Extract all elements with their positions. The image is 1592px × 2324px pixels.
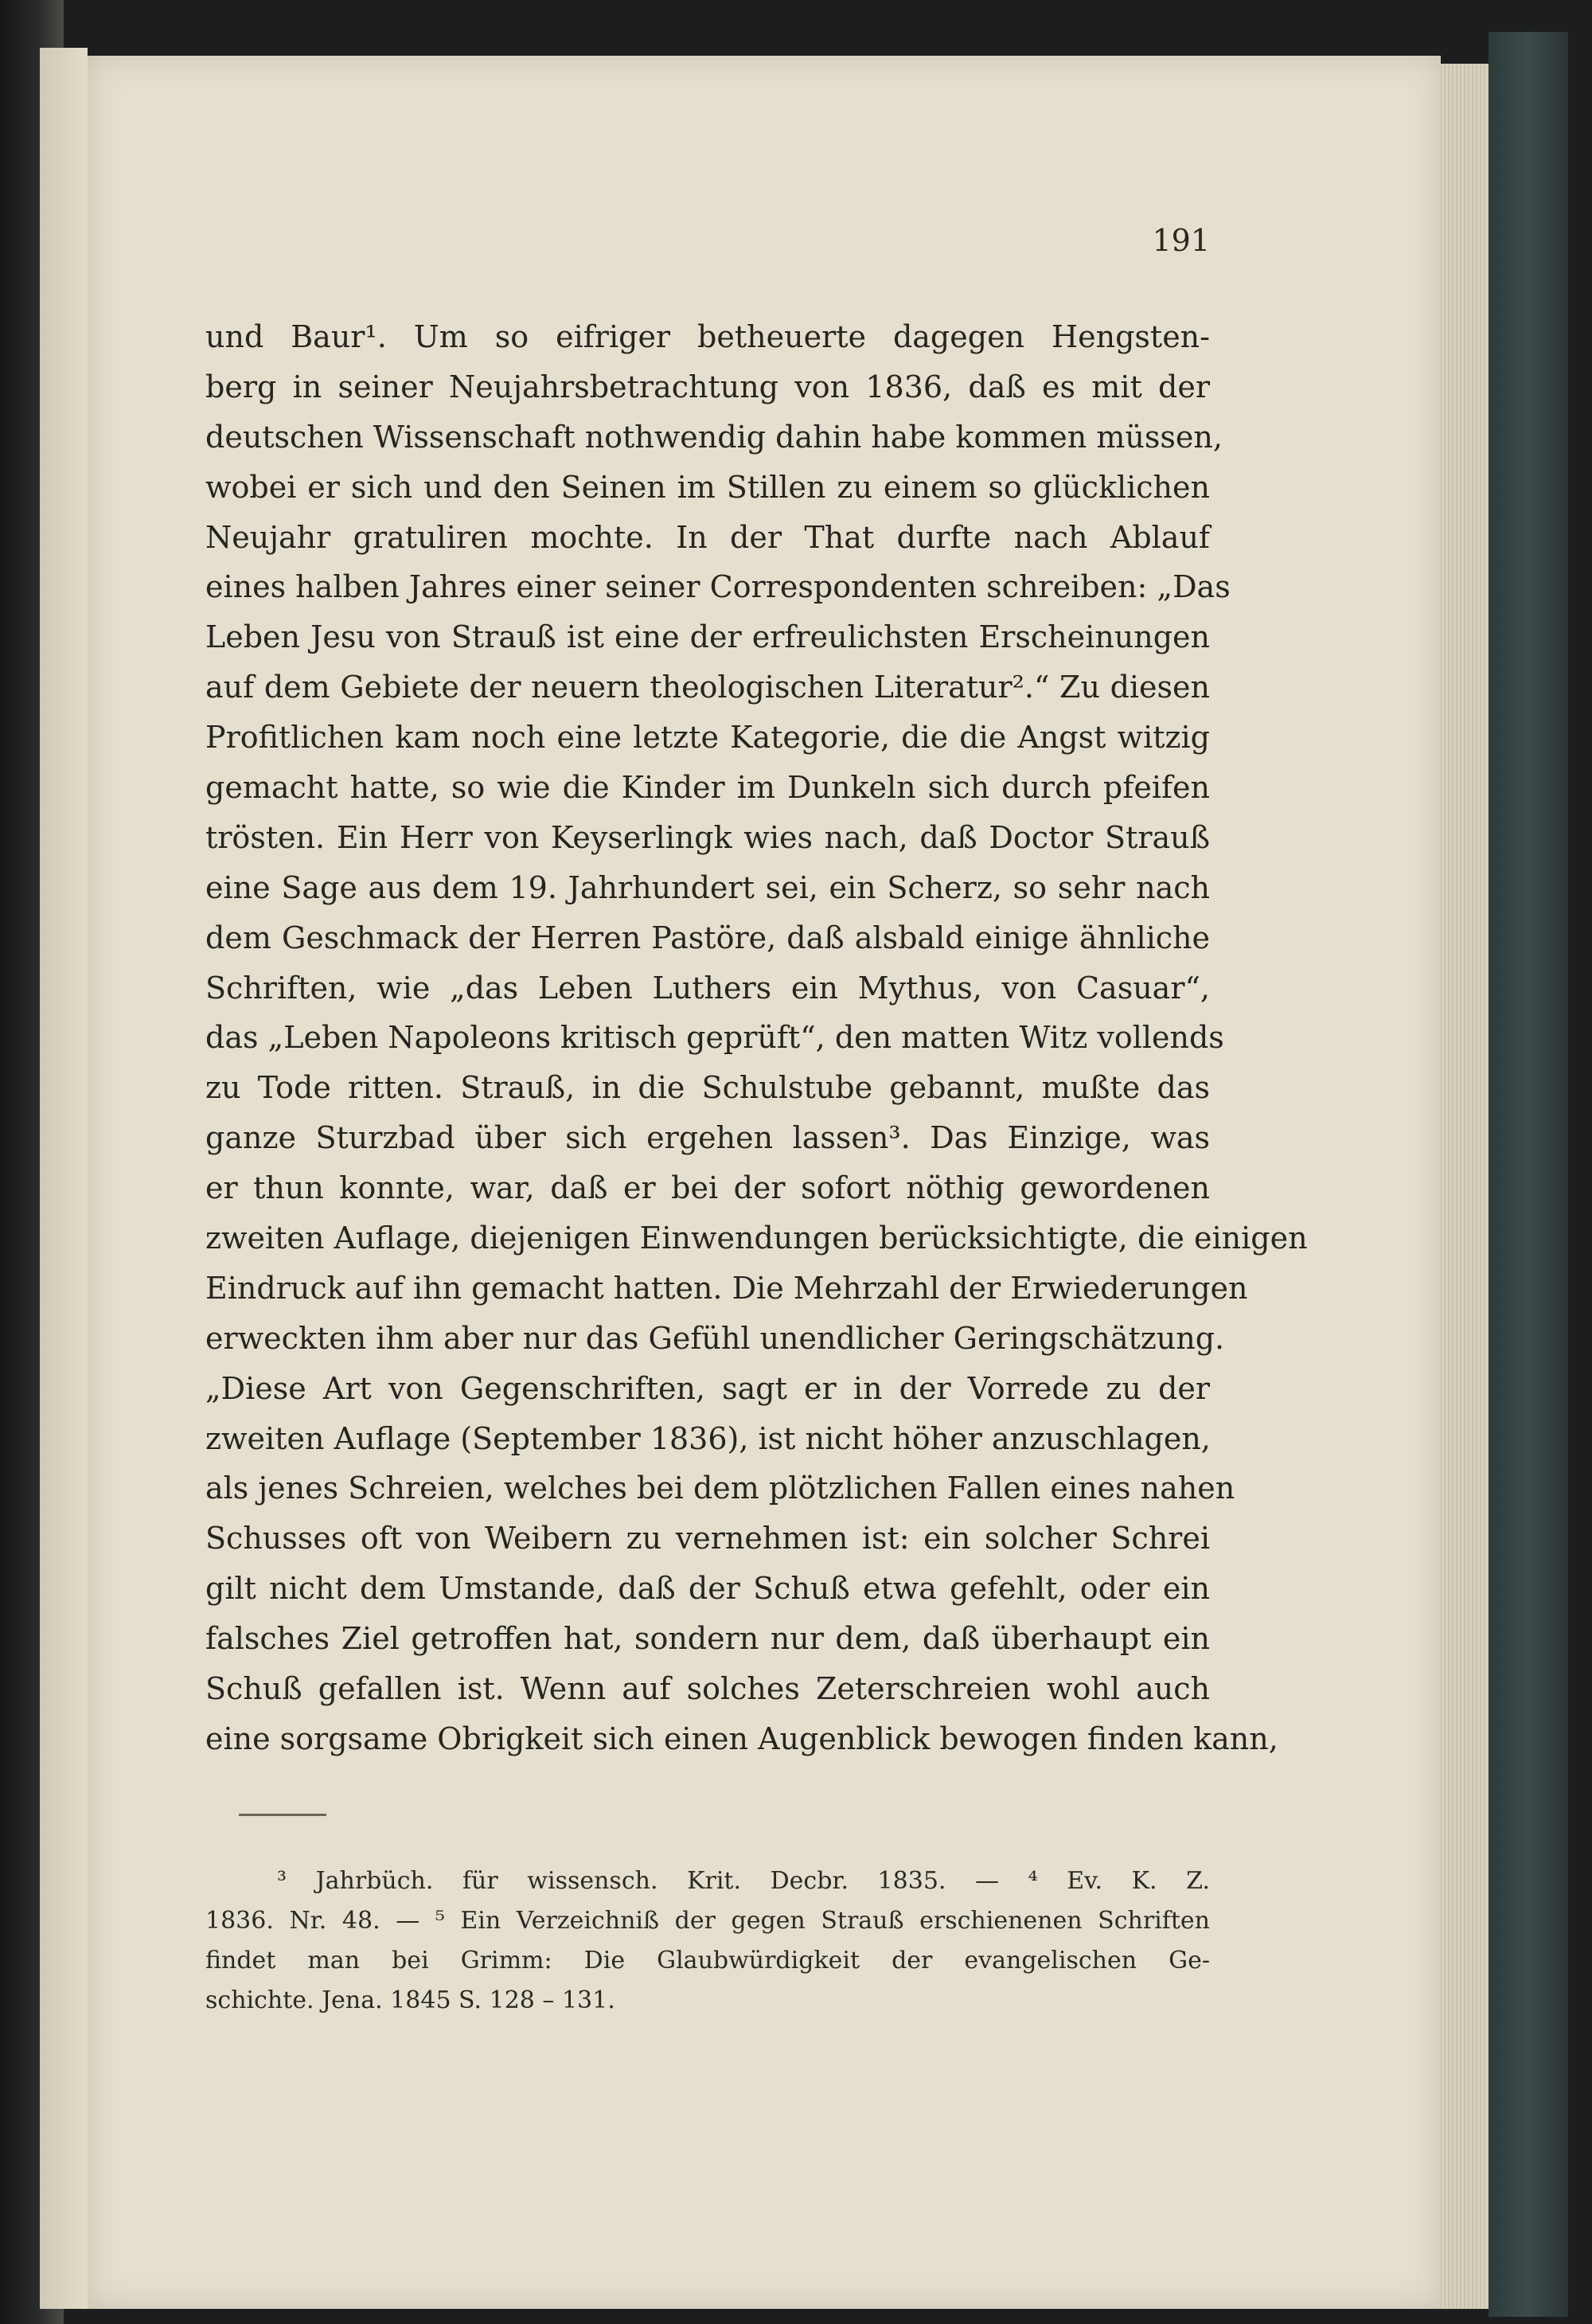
footnote-line: 1836. Nr. 48. — ⁵ Ein Verzeichniß der gegen Strauß erschienenen Schriften [205,1907,1210,1935]
text-line: eines halben Jahres einer seiner Correspondenten schreiben: „Das [205,569,1231,605]
text-line: das „Leben Napoleons kritisch geprüft“, den matten Witz vollends [205,1020,1224,1056]
text-line: wobei er sich und den Seinen im Stillen zu einem so glücklichen [205,469,1210,505]
page-stack-edge [1433,64,1490,2309]
text-line: zweiten Auflage (September 1836), ist nicht höher anzuschlagen, [205,1420,1211,1456]
page-number: 191 [1152,223,1210,258]
footnote-line: findet man bei Grimm: Die Glaubwürdigkeit der evangelischen Ge- [205,1947,1210,1974]
text-line: berg in seiner Neujahrsbetrachtung von 1836, daß es mit der [205,369,1210,404]
text-line: Leben Jesu von Strauß ist eine der erfreulichsten Erscheinungen [205,619,1210,655]
book-cover-edge [1489,32,1568,2317]
body-text [205,312,1308,1764]
text-line: falsches Ziel getroffen hat, sondern nur dem, daß überhaupt ein [205,1621,1210,1657]
previous-page-edge [40,48,88,2309]
text-line: eine Sage aus dem 19. Jahrhundert sei, ein Scherz, so sehr nach [205,869,1210,905]
footnote-line: schichte. Jena. 1845 S. 128 – 131. [205,1986,615,2014]
text-line: erweckten ihm aber nur das Gefühl unendlicher Geringschätzung. [205,1320,1225,1356]
text-line: als jenes Schreien, welches bei dem plötzlichen Fallen eines nahen [205,1471,1235,1506]
text-line: ganze Sturzbad über sich ergehen lassen³. Das Einzige, was [205,1120,1210,1156]
text-line: deutschen Wissenschaft nothwendig dahin habe kommen müssen, [205,419,1223,455]
text-line: eine sorgsame Obrigkeit sich einen Augenblick bewogen finden kann, [205,1721,1278,1756]
text-line: „Diese Art von Gegenschriften, sagt er in der Vorrede zu der [205,1370,1210,1406]
text-line: Neujahr gratuliren mochte. In der That durfte nach Ablauf [205,519,1210,555]
text-line: zweiten Auflage, diejenigen Einwendungen berücksichtigte, die einigen [205,1221,1308,1256]
footnotes [205,1861,1210,2021]
text-line: er thun konnte, war, daß er bei der sofort nöthig gewordenen [205,1170,1210,1206]
text-line: dem Geschmack der Herren Pastöre, daß alsbald einige ähnliche [205,920,1210,955]
footnote-divider [239,1814,326,1816]
text-line: gemacht hatte, so wie die Kinder im Dunkeln sich durch pfeifen [205,770,1210,806]
text-line: Eindruck auf ihn gemacht hatten. Die Mehrzahl der Erwiederungen [205,1270,1248,1306]
text-line: Schriften, wie „das Leben Luthers ein Mythus, von Casuar“, [205,970,1210,1006]
text-line: Schusses oft von Weibern zu vernehmen ist: ein solcher Schrei [205,1521,1210,1556]
text-line: gilt nicht dem Umstande, daß der Schuß etwa gefehlt, oder ein [205,1571,1210,1607]
text-line: und Baur¹. Um so eifriger betheuerte dagegen Hengsten- [205,319,1210,354]
text-line: zu Tode ritten. Strauß, in die Schulstube gebannt, mußte das [205,1070,1210,1106]
text-line: auf dem Gebiete der neuern theologischen Literatur².“ Zu diesen [205,670,1210,705]
text-line: Profitlichen kam noch eine letzte Kategorie, die die Angst witzig [205,720,1210,756]
text-line: trösten. Ein Herr von Keyserlingk wies nach, daß Doctor Strauß [205,819,1210,855]
footnote-line: ³ Jahrbüch. für wissensch. Krit. Decbr. 1835. — ⁴ Ev. K. Z. [277,1867,1210,1895]
text-line: Schuß gefallen ist. Wenn auf solches Zeterschreien wohl auch [205,1671,1210,1707]
